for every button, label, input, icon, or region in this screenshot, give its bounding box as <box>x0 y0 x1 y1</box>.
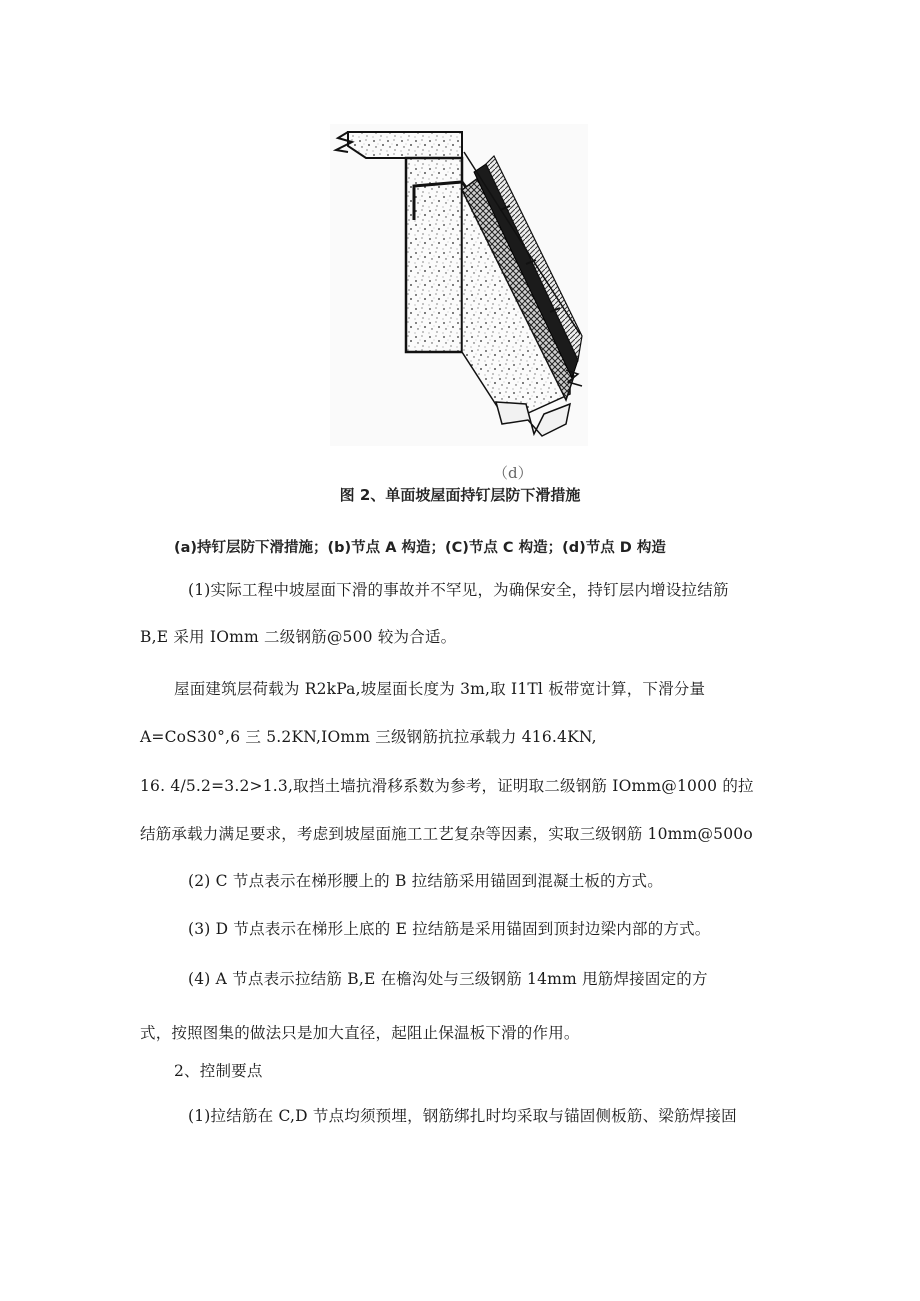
figure-sublabel: （d） <box>493 464 533 482</box>
paragraph-line: 结筋承载力满足要求，考虑到坡屋面施工工艺复杂等因素，实取三级钢筋 10mm@500o <box>140 825 753 843</box>
paragraph-line: (1)拉结筋在 C,D 节点均须预埋，钢筋绑扎时均采取与锚固侧板筋、梁筋焊接固 <box>188 1107 737 1125</box>
node-d-drawing <box>330 124 588 482</box>
figure-caption: 图 2、单面坡屋面持钉层防下滑措施 <box>339 486 581 504</box>
figure-legend: (a)持钉层防下滑措施；(b)节点 A 构造；(C)节点 C 构造；(d)节点 D 构造 <box>174 540 666 556</box>
paragraph-line: B,E 采用 IOmm 二级钢筋@500 较为合适。 <box>140 628 457 646</box>
node-d-detail-figure <box>330 124 588 482</box>
paragraph-line: (2) C 节点表示在梯形腰上的 B 拉结筋采用锚固到混凝土板的方式。 <box>188 872 663 890</box>
section-heading: 2、控制要点 <box>174 1062 263 1080</box>
paragraph-line: 屋面建筑层荷载为 R2kPa,坡屋面长度为 3m,取 I1Tl 板带宽计算，下滑分量 <box>174 680 706 698</box>
paragraph-line: (1)实际工程中坡屋面下滑的事故并不罕见，为确保安全，持钉层内增设拉结筋 <box>188 581 729 599</box>
paragraph-line: A=CoS30°,6 三 5.2KN,IOmm 三级钢筋抗拉承载力 416.4KN, <box>140 728 597 746</box>
paragraph-line: 式，按照图集的做法只是加大直径，起阻止保温板下滑的作用。 <box>140 1024 580 1042</box>
paragraph-line: (3) D 节点表示在梯形上底的 E 拉结筋是采用锚固到顶封边梁内部的方式。 <box>188 920 711 938</box>
paragraph-line: (4) A 节点表示拉结筋 B,E 在檐沟处与三级钢筋 14mm 甩筋焊接固定的方 <box>188 970 708 988</box>
paragraph-line: 16. 4/5.2=3.2>1.3,取挡土墙抗滑移系数为参考，证明取二级钢筋 IOmm@1000 的拉 <box>140 777 754 795</box>
